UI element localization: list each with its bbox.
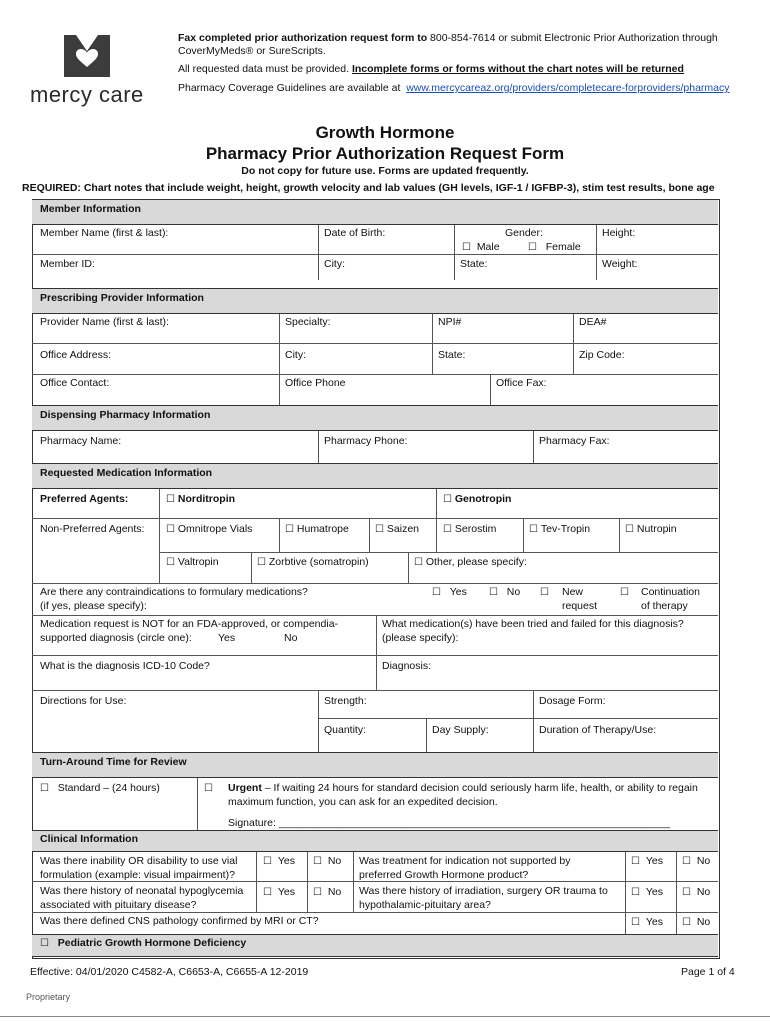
cns-yes-checkbox[interactable]: ☐ Yes <box>631 916 663 928</box>
continuation-checkbox[interactable]: ☐ <box>620 587 629 598</box>
fax-instruction-cont: CoverMyMeds® or SureScripts. <box>178 45 326 57</box>
guidelines-note: Pharmacy Coverage Guidelines are available at www.mercycareaz.org/providers/completecare-forproviders/pharmacy <box>178 82 730 94</box>
new-request-label-2: request <box>562 600 598 612</box>
continuation-label: Continuation <box>641 586 700 598</box>
signature-line[interactable]: Signature: ___________________________________________________________________ <box>228 817 671 829</box>
other-agent-checkbox[interactable]: ☐ Other, please specify: <box>414 556 527 568</box>
provider-dea-field[interactable]: DEA# <box>579 316 607 328</box>
clinical-q-indication: Was treatment for indication not supported by <box>359 855 571 867</box>
provider-specialty-field[interactable]: Specialty: <box>285 316 331 328</box>
form-subtitle: Do not copy for future use. Forms are updated frequently. <box>241 165 529 177</box>
circle-no-option[interactable]: No <box>284 632 298 644</box>
clinical-q-cns: Was there defined CNS pathology confirmed by MRI or CT? <box>40 915 319 927</box>
office-state-field[interactable]: State: <box>438 349 466 361</box>
new-request-checkbox[interactable]: ☐ <box>540 587 549 598</box>
diagnosis-field[interactable]: Diagnosis: <box>382 660 432 672</box>
office-address-field[interactable]: Office Address: <box>40 349 112 361</box>
form-title-drug: Growth Hormone <box>315 123 455 142</box>
omnitrope-checkbox[interactable]: ☐ Omnitrope Vials <box>166 523 253 535</box>
tried-failed-specify[interactable]: (please specify): <box>382 632 459 644</box>
indication-yes-checkbox[interactable]: ☐ Yes <box>631 855 663 867</box>
mercy-care-logo-icon <box>60 33 114 79</box>
member-state-field[interactable]: State: <box>460 258 488 270</box>
genotropin-checkbox[interactable]: ☐ Genotropin <box>443 493 512 505</box>
required-chart-notes: REQUIRED: Chart notes that include weight, height, growth velocity and lab values (GH levels, IGF-1 / IGFBP-3), stim test results, bone age <box>22 182 715 194</box>
brand-name: mercy care <box>30 82 144 107</box>
indication-no-checkbox[interactable]: ☐ No <box>682 855 711 867</box>
neonatal-no-checkbox[interactable]: ☐ No <box>313 886 342 898</box>
saizen-checkbox[interactable]: ☐ Saizen <box>375 523 419 535</box>
clinical-q-vial-disability-2: formulation (example: visual impairment)? <box>40 869 235 881</box>
clinical-q-irradiation: Was there history of irradiation, surgery OR trauma to <box>359 885 608 897</box>
neonatal-yes-checkbox[interactable]: ☐ Yes <box>263 886 295 898</box>
office-contact-field[interactable]: Office Contact: <box>40 377 110 389</box>
day-supply-field[interactable]: Day Supply: <box>432 724 489 736</box>
member-dob-field[interactable]: Date of Birth: <box>324 227 386 239</box>
contraindications-specify[interactable]: (if yes, please specify): <box>40 600 147 612</box>
new-request-label: New <box>562 586 584 598</box>
provider-name-field[interactable]: Provider Name (first & last): <box>40 316 169 328</box>
section-clinical-information: Clinical Information <box>32 830 718 852</box>
duration-field[interactable]: Duration of Therapy/Use: <box>539 724 657 736</box>
tev-tropin-checkbox[interactable]: ☐ Tev-Tropin <box>529 523 591 535</box>
office-city-field[interactable]: City: <box>285 349 306 361</box>
office-fax-field[interactable]: Office Fax: <box>496 377 547 389</box>
valtropin-checkbox[interactable]: ☐ Valtropin <box>166 556 219 568</box>
vial-disability-no-checkbox[interactable]: ☐ No <box>313 855 342 867</box>
member-id-field[interactable]: Member ID: <box>40 258 95 270</box>
section-dispensing-pharmacy: Dispensing Pharmacy Information <box>32 405 718 431</box>
zorbtive-checkbox[interactable]: ☐ Zorbtive (somatropin) <box>257 556 369 568</box>
clinical-q-irradiation-2: hypothalamic-pituitary area? <box>359 899 491 911</box>
humatrope-checkbox[interactable]: ☐ Humatrope <box>285 523 349 535</box>
circle-yes-option[interactable]: Yes <box>218 632 236 644</box>
cns-no-checkbox[interactable]: ☐ No <box>682 916 711 928</box>
required-data-note: All requested data must be provided. Incomplete forms or forms without the chart notes will be returned <box>178 63 684 75</box>
gender-male-checkbox[interactable]: ☐ Male <box>462 241 500 253</box>
guidelines-link[interactable]: www.mercycareaz.org/providers/completecare-forproviders/pharmacy <box>406 82 730 94</box>
standard-review-checkbox[interactable]: ☐ Standard – (24 hours) <box>40 782 160 794</box>
quantity-field[interactable]: Quantity: <box>324 724 367 736</box>
serostim-checkbox[interactable]: ☐ Serostim <box>443 523 497 535</box>
form-title: Pharmacy Prior Authorization Request Form <box>205 144 565 163</box>
pharmacy-fax-field[interactable]: Pharmacy Fax: <box>539 435 610 447</box>
not-fda-question: Medication request is NOT for an FDA-approved, or compendia- <box>40 618 339 630</box>
proprietary-label: Proprietary <box>26 992 71 1002</box>
tried-failed-question: What medication(s) have been tried and failed for this diagnosis? <box>382 618 684 630</box>
section-turn-around-time: Turn-Around Time for Review <box>32 752 718 778</box>
section-prescribing-provider: Prescribing Provider Information <box>32 288 718 314</box>
office-phone-field[interactable]: Office Phone <box>285 377 346 389</box>
effective-date: Effective: 04/01/2020 C4582-A, C6653-A, C6655-A 12-2019 <box>30 966 309 978</box>
clinical-q-vial-disability: Was there inability OR disability to use vial <box>40 855 238 867</box>
urgent-review-text-2: maximum function, you can ask for an expedited decision. <box>228 796 498 808</box>
contraindications-question: Are there any contraindications to formulary medications? <box>40 586 308 598</box>
member-gender-label: Gender: <box>505 227 543 239</box>
clinical-q-neonatal-2: associated with pituitary disease? <box>40 899 197 911</box>
section-member-information: Member Information <box>32 199 718 225</box>
nutropin-checkbox[interactable]: ☐ Nutropin <box>625 523 677 535</box>
pediatric-ghd-section[interactable]: ☐ Pediatric Growth Hormone Deficiency <box>32 934 718 957</box>
clinical-q-indication-2: preferred Growth Hormone product? <box>359 869 529 881</box>
contraindications-no-checkbox[interactable]: ☐ No <box>489 586 521 598</box>
member-height-field[interactable]: Height: <box>602 227 636 239</box>
clinical-q-neonatal: Was there history of neonatal hypoglycemia <box>40 885 244 897</box>
not-fda-question-2: supported diagnosis (circle one): <box>40 632 192 644</box>
member-weight-field[interactable]: Weight: <box>602 258 638 270</box>
office-zip-field[interactable]: Zip Code: <box>579 349 625 361</box>
preferred-agents-label: Preferred Agents: <box>40 493 129 505</box>
directions-field[interactable]: Directions for Use: <box>40 695 127 707</box>
non-preferred-agents-label: Non-Preferred Agents: <box>40 523 145 535</box>
dosage-form-field[interactable]: Dosage Form: <box>539 695 606 707</box>
member-city-field[interactable]: City: <box>324 258 345 270</box>
irradiation-no-checkbox[interactable]: ☐ No <box>682 886 711 898</box>
member-name-field[interactable]: Member Name (first & last): <box>40 227 169 239</box>
vial-disability-yes-checkbox[interactable]: ☐ Yes <box>263 855 295 867</box>
irradiation-yes-checkbox[interactable]: ☐ Yes <box>631 886 663 898</box>
pharmacy-phone-field[interactable]: Pharmacy Phone: <box>324 435 408 447</box>
fax-instruction: Fax completed prior authorization request form to 800-854-7614 or submit Electronic Prior Authorization through <box>178 32 718 44</box>
pharmacy-name-field[interactable]: Pharmacy Name: <box>40 435 122 447</box>
provider-npi-field[interactable]: NPI# <box>438 316 462 328</box>
continuation-label-2: of therapy <box>641 600 688 612</box>
page-number: Page 1 of 4 <box>681 966 735 978</box>
icd10-field[interactable]: What is the diagnosis ICD-10 Code? <box>40 660 210 672</box>
urgent-review-text: Urgent – If waiting 24 hours for standard decision could seriously harm life, health, or ability to regain <box>228 782 698 794</box>
page-bottom-rule <box>0 1016 770 1017</box>
gender-female-checkbox[interactable]: ☐ Female <box>528 241 581 253</box>
section-requested-medication: Requested Medication Information <box>32 463 718 489</box>
norditropin-checkbox[interactable]: ☐ Norditropin <box>166 493 236 505</box>
strength-field[interactable]: Strength: <box>324 695 367 707</box>
contraindications-yes-checkbox[interactable]: ☐ Yes <box>432 586 467 598</box>
urgent-review-checkbox[interactable]: ☐ <box>204 783 213 794</box>
